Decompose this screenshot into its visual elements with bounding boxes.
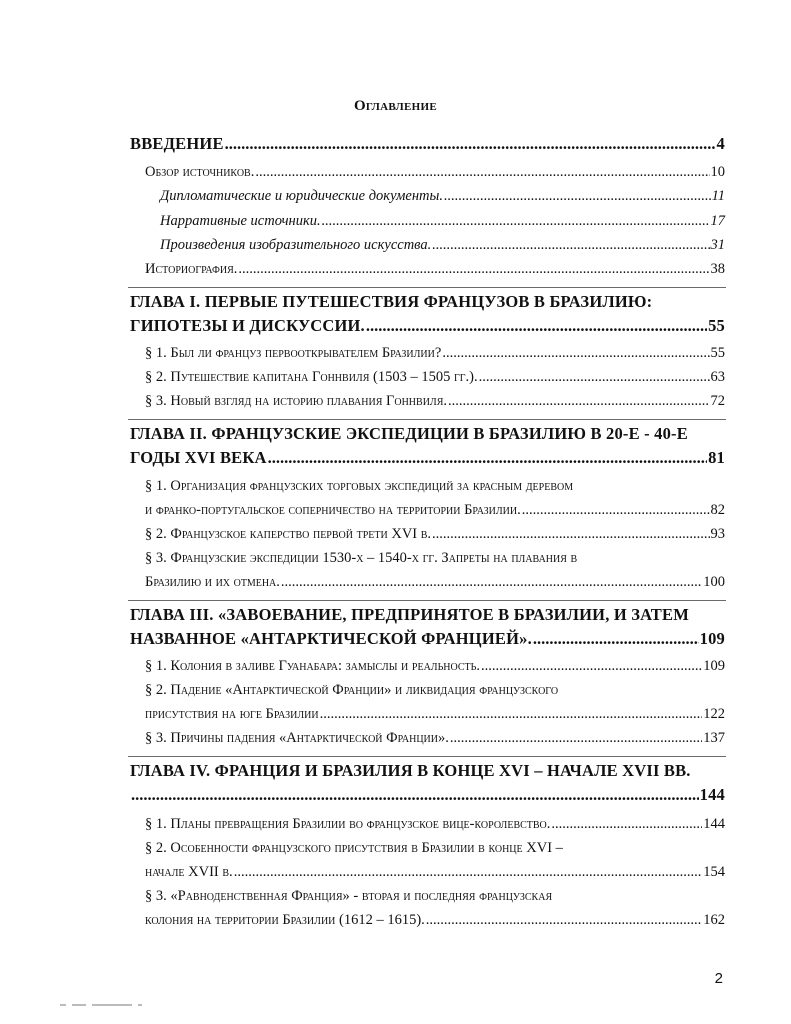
toc-leader-dots — [320, 706, 703, 723]
toc-page-number: 11 — [711, 188, 725, 204]
toc-page-number: 72 — [710, 393, 725, 409]
toc-page-number: 144 — [703, 816, 725, 832]
toc-page-number: 55 — [708, 316, 725, 335]
toc-entry-ch2-s1[interactable] — [145, 502, 725, 519]
toc-entry-ch2-s2[interactable] — [145, 526, 725, 543]
toc-entry-narrative[interactable] — [160, 213, 725, 230]
toc-page-number: 63 — [710, 369, 725, 385]
toc-leader-dots — [533, 629, 699, 649]
toc-page-number: 31 — [710, 237, 725, 253]
toc-page-number: 10 — [710, 164, 725, 180]
toc-leader-dots — [450, 730, 702, 747]
toc-page-number: 82 — [710, 502, 725, 518]
toc-page-number: 38 — [710, 261, 725, 277]
toc-page-number: 122 — [703, 706, 725, 722]
toc-entry-ch2-s3-line1[interactable]: § 3. Французские экспедиции 1530-х – 1540-х гг. Запреты на плавания в — [145, 550, 578, 566]
toc-entry-text: Бразилию и их отмена. — [145, 574, 280, 590]
toc-entry-text: Дипломатические и юридические документы. — [160, 188, 443, 204]
toc-leader-dots — [238, 261, 709, 278]
toc-entry-text: § 1. Планы превращения Бразилии во французское вице-королевство. — [145, 816, 551, 832]
toc-page-number: 109 — [699, 629, 725, 648]
toc-leader-dots — [432, 237, 709, 254]
toc-leader-dots — [432, 526, 709, 543]
toc-entry-ch1-s1[interactable] — [145, 345, 725, 362]
toc-page-number: 137 — [703, 730, 725, 746]
toc-entry-chapter-1[interactable] — [130, 316, 725, 336]
toc-leader-dots — [426, 912, 702, 929]
toc-title: Оглавление — [353, 98, 438, 114]
toc-leader-dots — [481, 658, 702, 675]
toc-entry-text: ГОДЫ XVI ВЕКА — [130, 448, 267, 467]
toc-entry-text: § 1. Был ли француз первооткрывателем Бразилии? — [145, 345, 442, 361]
toc-leader-dots — [255, 164, 709, 181]
toc-page-number: 144 — [699, 785, 725, 804]
toc-entry-text: Обзор источников. — [145, 164, 255, 180]
toc-leader-dots — [268, 448, 707, 468]
toc-entry-ch4-s1[interactable] — [145, 816, 725, 833]
toc-page-number: 55 — [710, 345, 725, 361]
toc-page-number: 100 — [703, 574, 725, 590]
toc-entry-sources[interactable] — [145, 164, 725, 181]
toc-page-number: 4 — [716, 134, 725, 153]
toc-chapter-1-title[interactable]: ГЛАВА I. ПЕРВЫЕ ПУТЕШЕСТВИЯ ФРАНЦУЗОВ В БРАЗИЛИЮ: — [130, 292, 653, 311]
toc-entry-art[interactable] — [160, 237, 725, 254]
toc-entry-text: присутствия на юге Бразилии — [145, 706, 319, 722]
toc-entry-text: НАЗВАННОЕ «АНТАРКТИЧЕСКОЙ ФРАНЦИЕЙ». — [130, 629, 532, 648]
toc-page-number: 154 — [703, 864, 725, 880]
toc-entry-text: начале XVII в. — [145, 864, 233, 880]
toc-entry-text: § 3. Причины падения «Антарктической Франции». — [145, 730, 449, 746]
toc-entry-ch2-s3[interactable] — [145, 574, 725, 591]
toc-entry-ch4-s2[interactable] — [145, 864, 725, 881]
toc-entry-text: Нарративные источники. — [160, 213, 321, 229]
toc-entry-text: § 2. Французское каперство первой трети XVI в. — [145, 526, 432, 542]
section-divider — [128, 419, 726, 420]
toc-entry-ch4-s3[interactable] — [145, 912, 725, 929]
toc-entry-historiography[interactable] — [145, 261, 725, 278]
toc-entry-text: § 1. Колония в заливе Гуанабара: замыслы и реальность. — [145, 658, 481, 674]
toc-entry-ch1-s2[interactable] — [145, 369, 725, 386]
toc-leader-dots — [234, 864, 703, 881]
toc-leader-dots — [131, 785, 699, 805]
section-divider — [128, 287, 726, 288]
toc-entry-text: § 2. Путешествие капитана Гоннвиля (1503 – 1505 гг.). — [145, 369, 478, 385]
toc-leader-dots — [522, 502, 710, 519]
toc-entry-chapter-4[interactable] — [130, 785, 725, 805]
section-divider — [128, 600, 726, 601]
toc-page-number: 17 — [710, 213, 725, 229]
toc-entry-ch3-s2-line1[interactable]: § 2. Падение «Антарктической Франции» и ликвидация французского — [145, 682, 559, 698]
toc-leader-dots — [448, 393, 710, 410]
toc-leader-dots — [442, 345, 709, 362]
toc-entry-ch3-s3[interactable] — [145, 730, 725, 747]
toc-entry-diplomatic[interactable] — [160, 188, 725, 205]
toc-leader-dots — [322, 213, 710, 230]
toc-entry-ch4-s3-line1[interactable]: § 3. «Равноденственная Франция» - вторая и последняя французская — [145, 888, 553, 904]
toc-page-number: 93 — [710, 526, 725, 542]
toc-page-number: 109 — [703, 658, 725, 674]
toc-chapter-4-title[interactable]: ГЛАВА IV. ФРАНЦИЯ И БРАЗИЛИЯ В КОНЦЕ XVI – НАЧАЛЕ XVII ВВ. — [130, 761, 691, 780]
toc-entry-ch1-s3[interactable] — [145, 393, 725, 410]
toc-leader-dots — [551, 816, 702, 833]
toc-entry-text: Произведения изобразительного искусства. — [160, 237, 432, 253]
toc-entry-ch3-s2[interactable] — [145, 706, 725, 723]
toc-entry-chapter-3[interactable] — [130, 629, 725, 649]
toc-entry-text: колония на территории Бразилии (1612 – 1615). — [145, 912, 425, 928]
toc-entry-text: ВВЕДЕНИЕ — [130, 134, 224, 153]
toc-chapter-2-title[interactable]: ГЛАВА II. ФРАНЦУЗСКИЕ ЭКСПЕДИЦИИ В БРАЗИЛИЮ В 20-Е - 40-Е — [130, 424, 688, 443]
toc-page-number: 81 — [708, 448, 725, 467]
toc-entry-text: Историография. — [145, 261, 238, 277]
toc-entry-chapter-2[interactable] — [130, 448, 725, 468]
toc-chapter-3-title[interactable]: ГЛАВА III. «ЗАВОЕВАНИЕ, ПРЕДПРИНЯТОЕ В БРАЗИЛИИ, И ЗАТЕМ — [130, 605, 689, 624]
scan-artifact — [60, 996, 190, 999]
toc-page-number: 162 — [703, 912, 725, 928]
toc-entry-ch3-s1[interactable] — [145, 658, 725, 675]
toc-leader-dots — [479, 369, 710, 386]
toc-leader-dots — [225, 134, 716, 154]
toc-leader-dots — [366, 316, 707, 336]
toc-entry-ch2-s1-line1[interactable]: § 1. Организация французских торговых экспедиций за красным деревом — [145, 478, 574, 494]
toc-leader-dots — [281, 574, 702, 591]
toc-leader-dots — [444, 188, 711, 205]
toc-entry-text: и франко-португальское соперничество на территории Бразилии. — [145, 502, 521, 518]
section-divider — [128, 756, 726, 757]
toc-entry-intro[interactable] — [130, 134, 725, 154]
toc-entry-ch4-s2-line1[interactable]: § 2. Особенности французского присутствия в Бразилии в конце XVI – — [145, 840, 563, 856]
toc-entry-text: § 3. Новый взгляд на историю плавания Гоннвиля. — [145, 393, 447, 409]
toc-entry-text: ГИПОТЕЗЫ И ДИСКУССИИ. — [130, 316, 365, 335]
page-number: 2 — [714, 970, 723, 987]
